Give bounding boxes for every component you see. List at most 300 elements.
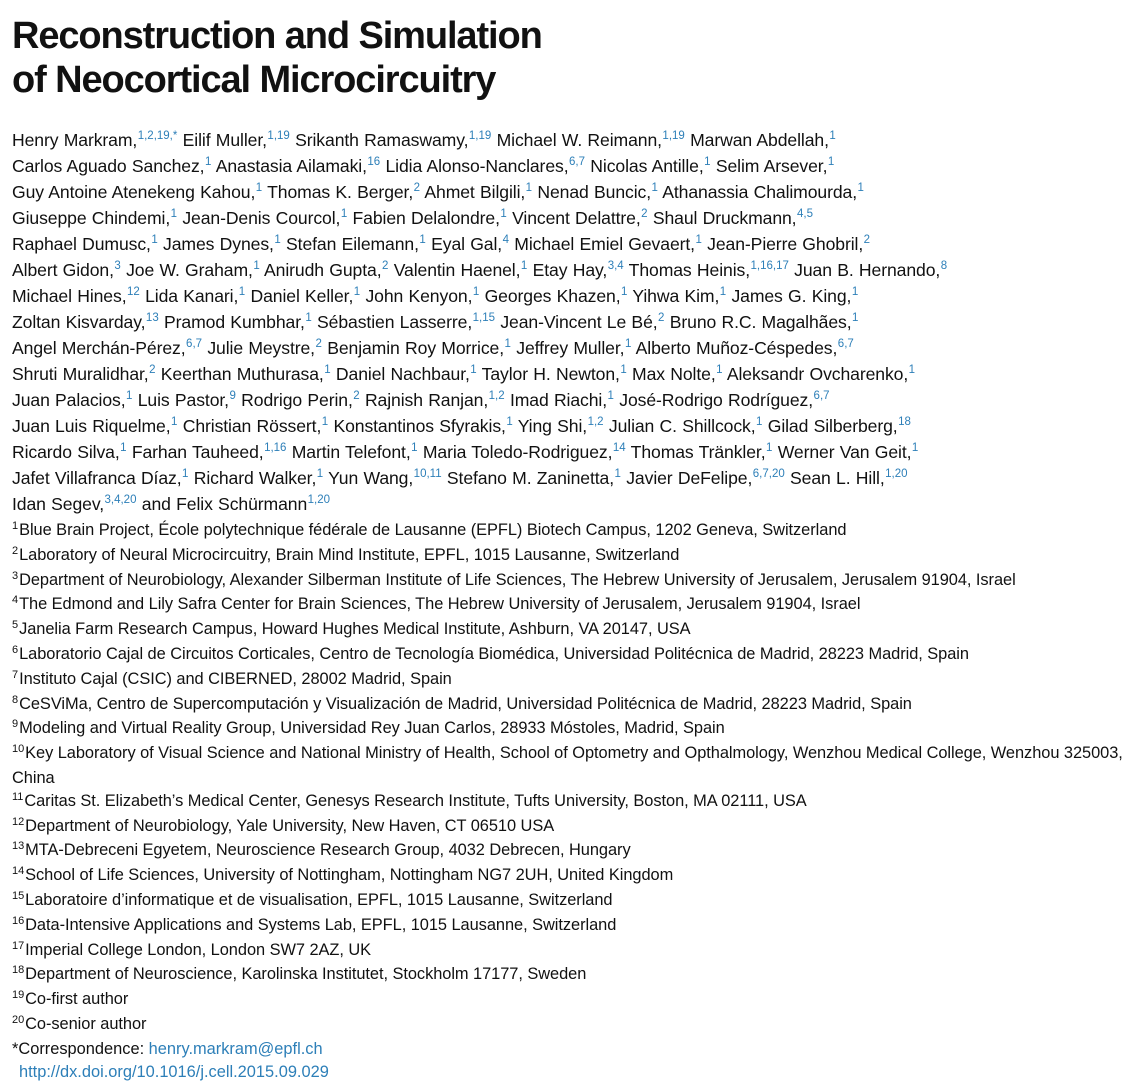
affiliation-text: Department of Neuroscience, Karolinska Institutet, Stockholm 17177, Sweden [25, 965, 587, 984]
author-name: Benjamin Roy Morrice, [327, 338, 505, 358]
author-affiliation-ref: 1 [719, 286, 727, 298]
author-affiliation-ref: 18 [898, 416, 911, 428]
affiliation-text: Laboratory of Neural Microcircuitry, Brain Mind Institute, EPFL, 1015 Lausanne, Switzerland [19, 545, 680, 564]
author-entry [768, 416, 911, 436]
author-entry [497, 130, 685, 150]
affiliation-number: 2 [12, 544, 19, 557]
author-affiliation-ref: 3 [114, 260, 121, 272]
affiliation-item [12, 569, 1138, 594]
author-name: Daniel Keller, [250, 286, 354, 306]
author-affiliation-ref: 1,16 [264, 442, 287, 454]
title-line-1: Reconstruction and Simulation [12, 15, 542, 57]
affiliation-text: MTA-Debreceni Egyetem, Neuroscience Research Group, 4032 Debrecen, Hungary [25, 841, 631, 860]
author-name: Jean-Pierre Ghobril, [707, 234, 864, 254]
author-entry [423, 442, 626, 462]
author-affiliation-ref: 6,7 [813, 390, 830, 402]
author-line [12, 441, 1138, 467]
author-affiliation-ref: 1 [126, 390, 133, 402]
author-name: Henry Markram, [12, 130, 138, 150]
author-name: Etay Hay, [532, 260, 608, 280]
author-line [12, 415, 1138, 441]
author-name: Michael W. Reimann, [496, 130, 662, 150]
affiliation-number: 9 [12, 718, 19, 731]
author-entry [264, 260, 388, 280]
author-entry [12, 286, 140, 306]
author-name: Jean-Vincent Le Bé, [500, 312, 658, 332]
author-affiliation-ref: 1 [620, 364, 627, 376]
author-name: Shruti Muralidhar, [12, 364, 149, 384]
author-name: Joe W. Graham, [126, 260, 253, 280]
author-entry [12, 416, 177, 436]
author-affiliation-ref: 1 [305, 312, 312, 324]
author-entry [609, 416, 763, 436]
author-affiliation-ref: 1,2 [587, 416, 604, 428]
affiliation-number: 16 [12, 914, 25, 927]
author-line [12, 233, 1138, 259]
affiliation-item [12, 815, 1138, 840]
author-name: Max Nolte, [632, 364, 716, 384]
author-affiliation-ref: 4,5 [796, 208, 813, 220]
author-affiliation-ref: 1 [504, 338, 511, 350]
correspondence-label: *Correspondence: [12, 1039, 149, 1058]
author-entry [537, 182, 658, 202]
author-name: Srikanth Ramaswamy, [295, 130, 469, 150]
author-entry [12, 208, 177, 228]
author-name: Ahmet Bilgili, [424, 182, 526, 202]
author-name: John Kenyon, [365, 286, 473, 306]
author-affiliation-ref: 1,2,19,* [137, 130, 178, 142]
author-affiliation-ref: 1 [500, 208, 507, 220]
author-entry [365, 286, 479, 306]
author-entry [632, 364, 723, 384]
affiliation-item [12, 839, 1138, 864]
author-name: Zoltan Kisvarday, [12, 312, 146, 332]
author-entry [126, 260, 260, 280]
author-entry [145, 286, 245, 306]
author-line [12, 155, 1138, 181]
affiliation-number: 13 [12, 840, 25, 853]
author-affiliation-ref: 1 [321, 416, 329, 428]
author-affiliation-ref: 1 [411, 442, 418, 454]
author-name: Martin Telefont, [291, 442, 411, 462]
paper-title [12, 14, 1138, 102]
author-affiliation-ref: 6,7 [569, 156, 585, 168]
author-line [12, 337, 1138, 363]
author-affiliation-ref: 1 [704, 156, 711, 168]
author-entry [533, 260, 624, 280]
affiliation-text: Instituto Cajal (CSIC) and CIBERNED, 28002 Madrid, Spain [19, 669, 452, 688]
author-affiliation-ref: 1 [506, 416, 513, 428]
author-line [12, 207, 1138, 233]
affiliation-number: 11 [12, 790, 24, 803]
author-affiliation-ref: 3,4 [607, 260, 624, 272]
author-name: Stefan Eilemann, [286, 234, 419, 254]
affiliation-number: 12 [12, 815, 25, 828]
affiliation-text: CeSViMa, Centro de Supercomputación y Visualización de Madrid, Universidad Politécnica de Madrid, 28223 Madrid, Spain [19, 694, 912, 713]
author-entry [431, 234, 509, 254]
author-entry [183, 130, 290, 150]
author-name: Anirudh Gupta, [264, 260, 382, 280]
author-affiliation-ref: 1 [851, 286, 859, 298]
author-name: Luis Pastor, [137, 390, 229, 410]
author-affiliation-ref: 1 [852, 312, 859, 324]
author-affiliation-ref: 1,19 [267, 130, 290, 142]
author-name: Yihwa Kim, [632, 286, 720, 306]
affiliation-item [12, 963, 1138, 988]
author-affiliation-ref: 16 [367, 156, 381, 168]
author-name: Juan Palacios, [12, 390, 126, 410]
author-affiliation-ref: 1 [756, 416, 763, 428]
author-entry [424, 182, 532, 202]
author-entry [295, 130, 491, 150]
author-name: James Dynes, [163, 234, 274, 254]
author-affiliation-ref: 1 [120, 442, 127, 454]
author-name: Lida Kanari, [145, 286, 239, 306]
author-name: Sean L. Hill, [790, 468, 885, 488]
author-entry [365, 390, 505, 410]
author-entry [670, 312, 859, 332]
author-entry [317, 312, 495, 332]
author-name: Taylor H. Newton, [481, 364, 620, 384]
author-entry [778, 442, 919, 462]
author-entry [500, 312, 664, 332]
affiliation-text: Caritas St. Elizabeth’s Medical Center, Genesys Research Institute, Tufts University, Boston, MA 02111, USA [24, 791, 807, 810]
affiliation-text: Laboratorio Cajal de Circuitos Corticales, Centro de Tecnología Biomédica, Universidad Politécnica de Madrid, 28223 Madrid, Spain [19, 644, 969, 663]
author-name: Juan Luis Riquelme, [12, 416, 171, 436]
author-entry [447, 468, 621, 488]
author-affiliation-ref: 2 [413, 182, 421, 194]
author-affiliation-ref: 1,19 [662, 130, 685, 142]
affiliation-text: Janelia Farm Research Campus, Howard Hughes Medical Institute, Ashburn, VA 20147, USA [19, 620, 691, 639]
author-affiliation-ref: 6,7 [186, 338, 203, 350]
author-affiliation-ref: 1 [170, 208, 178, 220]
affiliation-item [12, 693, 1138, 718]
author-name: Giuseppe Chindemi, [12, 208, 171, 228]
author-affiliation-ref: 14 [612, 442, 626, 454]
author-affiliation-ref: 1,2 [488, 390, 505, 402]
author-entry [182, 208, 347, 228]
affiliation-text: Key Laboratory of Visual Science and National Ministry of Health, School of Optometry and Opthalmology, Wenzhou Medical College, Wenzhou 325003, China [12, 744, 1123, 787]
author-entry [619, 390, 829, 410]
author-line [12, 467, 1138, 493]
author-affiliation-ref: 1,20 [885, 468, 908, 480]
author-affiliation-ref: 1 [695, 234, 702, 246]
author-name: Yun Wang, [328, 468, 414, 488]
author-entry [690, 130, 836, 150]
author-entry [653, 208, 813, 228]
author-entry [12, 338, 202, 358]
author-entry [512, 208, 647, 228]
doi-link[interactable]: http://dx.doi.org/10.1016/j.cell.2015.09.029 [19, 1062, 329, 1081]
author-affiliation-ref: 1 [624, 338, 632, 350]
author-name: Ricardo Silva, [12, 442, 120, 462]
author-entry [12, 364, 156, 384]
author-name: Carlos Aguado Sanchez, [12, 156, 205, 176]
affiliation-number: 6 [12, 643, 19, 656]
author-name: Bruno R.C. Magalhães, [669, 312, 852, 332]
affiliation-item [12, 1013, 1138, 1038]
author-affiliation-ref: 1 [182, 468, 189, 480]
author-affiliation-ref: 1 [607, 390, 614, 402]
author-name: Albert Gidon, [12, 260, 114, 280]
author-entry [632, 286, 726, 306]
author-line [12, 285, 1138, 311]
author-name: Valentin Haenel, [393, 260, 521, 280]
author-entry [716, 156, 834, 176]
author-affiliation-ref: 1 [353, 286, 361, 298]
affiliation-text: School of Life Sciences, University of Nottingham, Nottingham NG7 2UH, United Kingdom [25, 866, 674, 885]
author-affiliation-ref: 1,15 [472, 312, 496, 324]
author-affiliation-ref: 6,7 [837, 338, 854, 350]
author-affiliation-ref: 1 [614, 468, 621, 480]
author-affiliation-ref: 1 [253, 260, 260, 272]
affiliation-text: Laboratoire d’informatique et de visualisation, EPFL, 1015 Lausanne, Switzerland [25, 890, 613, 909]
author-affiliation-ref: 1 [151, 234, 158, 246]
affiliation-item [12, 988, 1138, 1013]
author-name: Vincent Delattre, [512, 208, 641, 228]
author-entry [286, 234, 426, 254]
author-entry [164, 312, 312, 332]
author-affiliation-ref: 2 [382, 260, 389, 272]
author-affiliation-ref: 1 [274, 234, 281, 246]
author-affiliation-ref: 1 [204, 156, 212, 168]
author-entry [731, 286, 858, 306]
author-entry [267, 182, 420, 202]
author-entry [394, 260, 528, 280]
author-affiliation-ref: 1 [470, 364, 477, 376]
author-entry [292, 442, 418, 462]
author-name: Daniel Nachbaur, [335, 364, 470, 384]
affiliation-item [12, 717, 1138, 742]
affiliation-item [12, 914, 1138, 939]
author-entry [132, 442, 287, 462]
affiliation-number: 4 [12, 594, 19, 607]
affiliation-item [12, 864, 1138, 889]
author-affiliation-ref: 1 [472, 286, 480, 298]
author-name: Thomas Tränkler, [630, 442, 766, 462]
affiliation-text: Co-senior author [25, 1014, 147, 1033]
author-list [12, 129, 1138, 519]
author-entry [194, 468, 323, 488]
author-entry [662, 182, 864, 202]
author-affiliation-ref: 1 [255, 182, 263, 194]
author-name: Georges Khazen, [484, 286, 621, 306]
author-entry [161, 364, 331, 384]
author-entry [590, 156, 710, 176]
author-entry [12, 390, 132, 410]
author-affiliation-ref: 1 [827, 156, 835, 168]
author-name: Jafet Villafranca Díaz, [12, 468, 182, 488]
author-name: Werner Van Geit, [777, 442, 912, 462]
author-affiliation-ref: 1 [238, 286, 246, 298]
author-entry [328, 468, 441, 488]
author-line [12, 363, 1138, 389]
author-affiliation-ref: 1 [171, 416, 178, 428]
author-affiliation-ref: 1 [908, 364, 916, 376]
author-name: Thomas Heinis, [628, 260, 750, 280]
author-name: Konstantinos Sfyrakis, [333, 416, 506, 436]
author-affiliation-ref: 3,4,20 [104, 494, 137, 506]
author-name: Rodrigo Perin, [241, 390, 353, 410]
author-affiliation-ref: 6,7,20 [752, 468, 785, 480]
author-entry [216, 156, 380, 176]
author-entry [510, 390, 614, 410]
author-affiliation-ref: 1 [316, 468, 324, 480]
affiliation-item [12, 889, 1138, 914]
author-name: Lidia Alonso-Nanclares, [385, 156, 569, 176]
author-line [12, 259, 1138, 285]
author-affiliation-ref: 1 [520, 260, 528, 272]
author-affiliation-ref: 1 [340, 208, 348, 220]
author-name: Rajnish Ranjan, [364, 390, 489, 410]
author-name: Marwan Abdellah, [690, 130, 829, 150]
affiliation-number: 14 [12, 865, 25, 878]
author-entry [12, 468, 188, 488]
author-affiliation-ref: 12 [126, 286, 140, 298]
author-name: Nicolas Antille, [590, 156, 704, 176]
author-entry [629, 260, 789, 280]
author-name: Imad Riachi, [509, 390, 608, 410]
affiliation-item [12, 519, 1138, 544]
correspondence-email-link[interactable]: henry.markram@epfl.ch [148, 1039, 323, 1058]
author-name: Raphael Dumusc, [12, 234, 151, 254]
author-entry [207, 338, 322, 358]
author-affiliation-ref: 1 [651, 182, 658, 194]
author-affiliation-ref: 2 [863, 234, 871, 246]
author-affiliation-ref: 9 [229, 390, 236, 402]
author-name: Farhan Tauheed, [131, 442, 264, 462]
author-affiliation-ref: 4 [502, 234, 509, 246]
affiliation-item [12, 618, 1138, 643]
author-name: Athanassia Chalimourda, [662, 182, 858, 202]
author-affiliation-ref: 2 [149, 364, 156, 376]
author-name: Michael Emiel Gevaert, [514, 234, 695, 254]
author-entry [385, 156, 585, 176]
author-affiliation-ref: 2 [353, 390, 360, 402]
author-entry [790, 468, 907, 488]
author-name: Julie Meystre, [207, 338, 315, 358]
author-name: Anastasia Ailamaki, [215, 156, 367, 176]
author-affiliation-ref: 2 [315, 338, 322, 350]
author-name: Keerthan Muthurasa, [160, 364, 324, 384]
author-affiliation-ref: 1,20 [307, 494, 331, 506]
author-name: Selim Arsever, [715, 156, 828, 176]
author-entry [707, 234, 870, 254]
affiliation-text: Data-Intensive Applications and Systems Lab, EPFL, 1015 Lausanne, Switzerland [25, 915, 617, 934]
author-affiliation-ref: 1,19 [468, 130, 492, 142]
author-name: Idan Segev, [12, 494, 104, 514]
affiliation-number: 19 [12, 989, 25, 1002]
author-affiliation-ref: 1 [419, 234, 426, 246]
author-entry [12, 156, 211, 176]
paper-page [12, 14, 1138, 1084]
title-line-2: of Neocortical Microcircuitry [12, 59, 496, 101]
affiliation-text: Modeling and Virtual Reality Group, Universidad Rey Juan Carlos, 28933 Móstoles, Madrid, Spain [19, 719, 725, 738]
author-entry [794, 260, 947, 280]
affiliation-item [12, 643, 1138, 668]
author-entry [12, 234, 158, 254]
author-entry [333, 416, 512, 436]
author-name: Sébastien Lasserre, [317, 312, 473, 332]
author-affiliation-ref: 2 [641, 208, 648, 220]
affiliation-text: Co-first author [25, 990, 129, 1009]
affiliation-text: Imperial College London, London SW7 2AZ, UK [25, 940, 372, 959]
affiliation-number: 17 [12, 939, 25, 952]
author-name: Nenad Buncic, [537, 182, 652, 202]
affiliation-number: 10 [12, 743, 25, 756]
affiliation-item [12, 742, 1138, 790]
affiliation-text: Department of Neurobiology, Yale University, New Haven, CT 06510 USA [25, 816, 555, 835]
author-name: Jean-Denis Courcol, [182, 208, 341, 228]
affiliation-number: 1 [12, 520, 19, 532]
author-entry [353, 208, 507, 228]
author-name: James G. King, [731, 286, 852, 306]
affiliation-number: 18 [12, 964, 25, 977]
author-line [12, 311, 1138, 337]
author-affiliation-ref: 13 [145, 312, 159, 324]
author-name: Gilad Silberberg, [767, 416, 898, 436]
author-affiliation-ref: 10,11 [413, 468, 442, 480]
author-entry [727, 364, 915, 384]
author-affiliation-ref: 1 [621, 286, 628, 298]
author-name: Christian Rössert, [182, 416, 322, 436]
author-entry [327, 338, 511, 358]
author-entry [626, 468, 785, 488]
affiliation-number: 3 [12, 569, 19, 582]
author-entry [12, 130, 177, 150]
author-entry [482, 364, 627, 384]
affiliation-item [12, 790, 1138, 815]
author-affiliation-ref: 1 [716, 364, 723, 376]
author-line [12, 129, 1138, 155]
author-name: Ying Shi, [517, 416, 588, 436]
author-entry [631, 442, 773, 462]
author-name: Shaul Druckmann, [652, 208, 797, 228]
author-name: Michael Hines, [12, 286, 127, 306]
author-entry [12, 312, 159, 332]
affiliation-number: 15 [12, 889, 25, 902]
author-name: Richard Walker, [193, 468, 317, 488]
author-entry [241, 390, 359, 410]
affiliation-number: 8 [12, 693, 19, 706]
author-entry [12, 442, 127, 462]
author-name: Fabien Delalondre, [352, 208, 500, 228]
author-name: Angel Merchán-Pérez, [12, 338, 186, 358]
affiliation-item [12, 668, 1138, 693]
author-name: Javier DeFelipe, [626, 468, 753, 488]
author-affiliation-ref: 1 [324, 364, 331, 376]
author-name: Stefano M. Zaninetta, [446, 468, 615, 488]
author-affiliation-ref: 1 [857, 182, 864, 194]
author-entry [485, 286, 628, 306]
affiliation-text: Department of Neurobiology, Alexander Silberman Institute of Life Sciences, The Hebrew University of Jerusalem, Jerusalem 91904, Israel [19, 570, 1016, 589]
author-name: Julian C. Shillcock, [608, 416, 756, 436]
author-line [12, 389, 1138, 415]
author-name: Aleksandr Ovcharenko, [726, 364, 909, 384]
author-name: José-Rodrigo Rodríguez, [619, 390, 814, 410]
author-entry [514, 234, 702, 254]
author-name: and Felix Schürmann [141, 494, 308, 514]
author-affiliation-ref: 8 [940, 260, 948, 272]
author-entry [12, 494, 136, 514]
author-entry [636, 338, 854, 358]
author-name: Pramod Kumbhar, [164, 312, 305, 332]
author-affiliation-ref: 1 [766, 442, 773, 454]
author-entry [183, 416, 328, 436]
author-entry [516, 338, 631, 358]
doi-line [19, 1061, 1138, 1084]
author-entry [138, 390, 236, 410]
